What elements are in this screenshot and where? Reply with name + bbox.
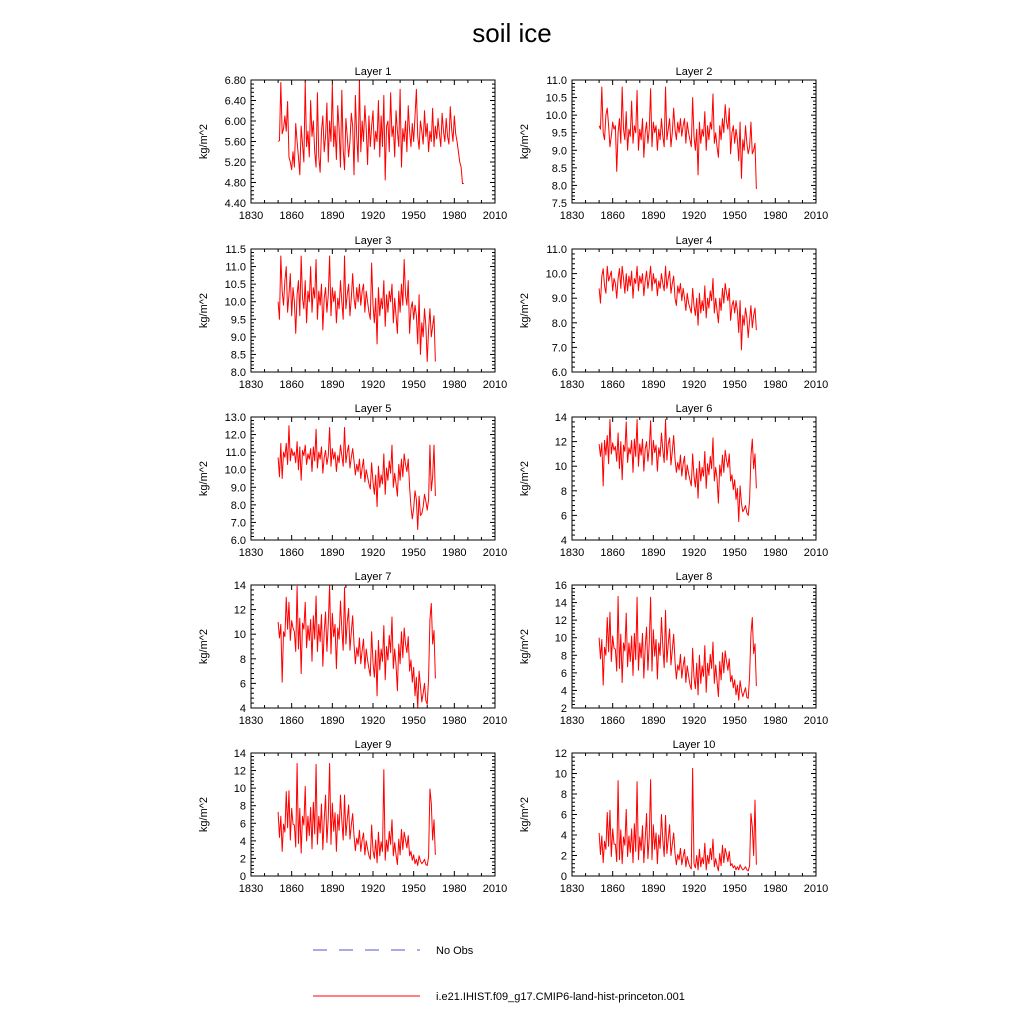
series-line bbox=[599, 768, 756, 871]
x-tick-label: 1980 bbox=[442, 715, 467, 727]
series-line bbox=[278, 256, 435, 361]
x-tick-label: 2010 bbox=[482, 883, 508, 895]
y-tick-label: 9.5 bbox=[551, 127, 567, 140]
x-tick-label: 1890 bbox=[641, 547, 666, 559]
x-tick-label: 1860 bbox=[279, 883, 304, 895]
y-tick-label: 0 bbox=[239, 871, 246, 883]
y-tick-label: 6 bbox=[560, 667, 567, 680]
x-tick-label: 1950 bbox=[722, 715, 747, 727]
y-tick-label: 14 bbox=[554, 597, 567, 610]
y-tick-label: 11.0 bbox=[546, 75, 567, 87]
x-tick-label: 1830 bbox=[238, 547, 264, 559]
panel-layer-3 bbox=[198, 235, 507, 391]
y-tick-label: 8.5 bbox=[230, 349, 246, 362]
panel-title: Layer 7 bbox=[354, 571, 392, 583]
x-tick-label: 1860 bbox=[279, 547, 304, 559]
y-tick-label: 10 bbox=[554, 768, 567, 781]
x-tick-label: 1890 bbox=[320, 379, 345, 391]
y-tick-label: 12 bbox=[554, 436, 567, 449]
y-tick-label: 6.0 bbox=[230, 535, 246, 547]
y-axis-label: kg/m^2 bbox=[198, 460, 210, 497]
x-tick-label: 1950 bbox=[722, 883, 747, 895]
y-tick-label: 2 bbox=[560, 850, 567, 863]
panel-title: Layer 9 bbox=[354, 739, 392, 751]
x-tick-label: 1980 bbox=[763, 547, 788, 559]
x-tick-label: 1950 bbox=[722, 210, 747, 222]
series-line bbox=[599, 266, 756, 350]
y-tick-label: 6 bbox=[239, 678, 246, 691]
x-tick-label: 1830 bbox=[559, 883, 585, 895]
y-axis-label: kg/m^2 bbox=[519, 796, 531, 833]
panel-title: Layer 4 bbox=[675, 235, 713, 247]
y-tick-label: 10.5 bbox=[224, 279, 246, 292]
x-tick-label: 1890 bbox=[320, 547, 345, 559]
panel-frame bbox=[251, 585, 495, 708]
panel-frame bbox=[251, 80, 495, 203]
x-tick-label: 1860 bbox=[600, 883, 625, 895]
y-tick-label: 12 bbox=[233, 604, 246, 617]
x-tick-label: 1830 bbox=[238, 715, 264, 727]
y-tick-label: 10.0 bbox=[224, 464, 246, 477]
y-tick-label: 9.0 bbox=[230, 331, 246, 344]
series-line bbox=[278, 585, 435, 708]
x-tick-label: 1980 bbox=[442, 379, 467, 391]
x-tick-label: 1950 bbox=[401, 210, 426, 222]
y-tick-label: 5.60 bbox=[224, 136, 246, 149]
y-tick-label: 6 bbox=[239, 818, 246, 831]
y-tick-label: 8.0 bbox=[230, 499, 246, 512]
series-line bbox=[599, 87, 756, 189]
panel-layer-2 bbox=[519, 66, 828, 222]
panel-title: Layer 2 bbox=[675, 66, 713, 78]
y-tick-label: 10.5 bbox=[545, 92, 567, 105]
y-tick-label: 13.0 bbox=[224, 412, 246, 424]
panel-title: Layer 1 bbox=[354, 66, 392, 78]
x-tick-label: 2010 bbox=[482, 547, 508, 559]
y-tick-label: 8 bbox=[560, 650, 567, 663]
x-tick-label: 1950 bbox=[722, 379, 747, 391]
x-tick-label: 1830 bbox=[238, 379, 264, 391]
panel-layer-10 bbox=[519, 739, 828, 895]
panel-title: Layer 6 bbox=[675, 403, 713, 415]
y-tick-label: 12 bbox=[233, 765, 246, 778]
series-line bbox=[278, 426, 435, 530]
panel-layer-9 bbox=[198, 739, 507, 895]
y-tick-label: 12 bbox=[554, 748, 567, 760]
y-tick-label: 7.5 bbox=[551, 198, 567, 210]
x-tick-label: 1920 bbox=[360, 883, 386, 895]
panel-layer-7 bbox=[198, 571, 507, 727]
y-tick-label: 10 bbox=[554, 632, 567, 645]
x-tick-label: 2010 bbox=[482, 379, 508, 391]
y-tick-label: 4.40 bbox=[224, 198, 246, 210]
y-tick-label: 5.20 bbox=[224, 157, 246, 169]
x-tick-label: 2010 bbox=[482, 715, 508, 727]
y-tick-label: 2 bbox=[560, 703, 567, 715]
panel-layer-4 bbox=[519, 235, 828, 391]
panel-title: Layer 8 bbox=[675, 571, 713, 583]
y-axis-label: kg/m^2 bbox=[519, 123, 531, 160]
x-tick-label: 1890 bbox=[641, 379, 666, 391]
y-axis-label: kg/m^2 bbox=[198, 292, 210, 329]
x-tick-label: 1920 bbox=[360, 210, 386, 222]
x-tick-label: 1950 bbox=[401, 379, 426, 391]
y-tick-label: 8.0 bbox=[551, 180, 567, 193]
panel-layer-6 bbox=[519, 403, 828, 559]
y-tick-label: 10.0 bbox=[224, 296, 246, 309]
x-tick-label: 1860 bbox=[279, 210, 304, 222]
y-tick-label: 12 bbox=[554, 615, 567, 628]
x-tick-label: 2010 bbox=[803, 210, 829, 222]
y-tick-label: 14 bbox=[554, 412, 567, 424]
legend-model-label: i.e21.IHIST.f09_g17.CMIP6-land-hist-princeton.001 bbox=[436, 991, 685, 1003]
y-tick-label: 8.5 bbox=[551, 162, 567, 175]
x-tick-label: 1980 bbox=[763, 715, 788, 727]
panel-layer-5 bbox=[198, 403, 507, 559]
x-tick-label: 1950 bbox=[401, 715, 426, 727]
y-tick-label: 8 bbox=[239, 653, 246, 666]
x-tick-label: 1920 bbox=[681, 883, 707, 895]
y-axis-label: kg/m^2 bbox=[198, 796, 210, 833]
y-tick-label: 2 bbox=[239, 853, 246, 866]
x-tick-label: 1890 bbox=[320, 210, 345, 222]
x-tick-label: 2010 bbox=[803, 547, 829, 559]
y-tick-label: 7.0 bbox=[230, 517, 246, 530]
x-tick-label: 1860 bbox=[600, 210, 625, 222]
y-axis-label: kg/m^2 bbox=[519, 292, 531, 329]
x-tick-label: 1920 bbox=[681, 547, 707, 559]
x-tick-label: 1830 bbox=[238, 210, 264, 222]
y-tick-label: 7.0 bbox=[551, 342, 567, 355]
y-tick-label: 8 bbox=[239, 800, 246, 813]
y-axis-label: kg/m^2 bbox=[198, 628, 210, 665]
y-tick-label: 6.40 bbox=[224, 95, 246, 108]
x-tick-label: 1860 bbox=[600, 379, 625, 391]
y-tick-label: 0 bbox=[560, 871, 567, 883]
panel-layer-8 bbox=[519, 571, 828, 727]
legend-obs-label: No Obs bbox=[436, 945, 474, 957]
y-tick-label: 14 bbox=[233, 580, 246, 592]
y-tick-label: 11.0 bbox=[225, 261, 246, 274]
y-tick-label: 8 bbox=[560, 789, 567, 801]
x-tick-label: 1830 bbox=[559, 210, 585, 222]
series-line bbox=[599, 596, 756, 700]
y-tick-label: 9.5 bbox=[230, 314, 246, 327]
x-tick-label: 2010 bbox=[803, 715, 829, 727]
x-tick-label: 1920 bbox=[360, 379, 386, 391]
panel-title: Layer 10 bbox=[672, 739, 716, 751]
panel-title: Layer 5 bbox=[354, 403, 392, 415]
y-tick-label: 4.80 bbox=[224, 177, 246, 190]
panel-title: Layer 3 bbox=[354, 235, 392, 247]
x-tick-label: 1980 bbox=[763, 883, 788, 895]
y-tick-label: 8 bbox=[560, 485, 567, 498]
y-tick-label: 4 bbox=[560, 830, 567, 842]
x-tick-label: 1980 bbox=[763, 210, 788, 222]
x-tick-label: 1860 bbox=[279, 715, 304, 727]
y-tick-label: 10 bbox=[233, 629, 246, 642]
x-tick-label: 1980 bbox=[442, 547, 467, 559]
x-tick-label: 1830 bbox=[559, 547, 585, 559]
panels bbox=[198, 66, 828, 895]
series-line bbox=[278, 764, 435, 866]
y-axis-label: kg/m^2 bbox=[519, 628, 531, 665]
y-tick-label: 6.80 bbox=[224, 75, 246, 87]
y-tick-label: 10.0 bbox=[545, 268, 567, 281]
y-tick-label: 16 bbox=[554, 580, 567, 592]
main-title: soil ice bbox=[472, 18, 552, 48]
panel-frame bbox=[572, 249, 816, 372]
panel-layer-1 bbox=[198, 66, 507, 222]
y-tick-label: 11.0 bbox=[225, 447, 246, 460]
y-tick-label: 8.0 bbox=[551, 317, 567, 330]
y-tick-label: 4 bbox=[239, 835, 246, 848]
y-tick-label: 8.0 bbox=[230, 367, 246, 379]
x-tick-label: 1920 bbox=[681, 715, 707, 727]
series-line bbox=[599, 419, 756, 521]
x-tick-label: 1890 bbox=[320, 715, 345, 727]
y-tick-label: 6 bbox=[560, 809, 567, 822]
x-tick-label: 1920 bbox=[681, 210, 707, 222]
y-tick-label: 4 bbox=[560, 535, 567, 547]
x-tick-label: 1950 bbox=[722, 547, 747, 559]
legend bbox=[313, 945, 685, 1003]
y-tick-label: 10 bbox=[233, 783, 246, 796]
x-tick-label: 1980 bbox=[763, 379, 788, 391]
x-tick-label: 2010 bbox=[803, 883, 829, 895]
y-tick-label: 4 bbox=[560, 685, 567, 698]
y-tick-label: 6.0 bbox=[551, 367, 567, 379]
x-tick-label: 2010 bbox=[803, 379, 829, 391]
y-tick-label: 11.0 bbox=[546, 244, 567, 256]
y-tick-label: 10 bbox=[554, 461, 567, 474]
x-tick-label: 1950 bbox=[401, 883, 426, 895]
x-tick-label: 1830 bbox=[559, 715, 585, 727]
x-tick-label: 1860 bbox=[600, 715, 625, 727]
x-tick-label: 1830 bbox=[238, 883, 264, 895]
x-tick-label: 1920 bbox=[360, 547, 386, 559]
y-tick-label: 9.0 bbox=[551, 145, 567, 158]
y-tick-label: 9.0 bbox=[551, 293, 567, 306]
x-tick-label: 1980 bbox=[442, 883, 467, 895]
x-tick-label: 1920 bbox=[360, 715, 386, 727]
y-tick-label: 6.00 bbox=[224, 116, 246, 128]
y-tick-label: 9.0 bbox=[230, 482, 246, 495]
series-line bbox=[278, 81, 464, 184]
x-tick-label: 1860 bbox=[279, 379, 304, 391]
x-tick-label: 1890 bbox=[320, 883, 345, 895]
x-tick-label: 1890 bbox=[641, 210, 666, 222]
x-tick-label: 1860 bbox=[600, 547, 625, 559]
x-tick-label: 1890 bbox=[641, 883, 666, 895]
y-axis-label: kg/m^2 bbox=[519, 460, 531, 497]
y-tick-label: 4 bbox=[239, 703, 246, 715]
y-axis-label: kg/m^2 bbox=[198, 123, 210, 160]
y-tick-label: 11.5 bbox=[225, 244, 246, 256]
x-tick-label: 1980 bbox=[442, 210, 467, 222]
x-tick-label: 1830 bbox=[559, 379, 585, 391]
x-tick-label: 1920 bbox=[681, 379, 707, 391]
x-tick-label: 1890 bbox=[641, 715, 666, 727]
y-tick-label: 12.0 bbox=[224, 429, 246, 442]
y-tick-label: 6 bbox=[560, 510, 567, 523]
panel-frame bbox=[572, 80, 816, 203]
y-tick-label: 14 bbox=[233, 748, 246, 760]
x-tick-label: 2010 bbox=[482, 210, 508, 222]
x-tick-label: 1950 bbox=[401, 547, 426, 559]
y-tick-label: 10.0 bbox=[545, 110, 567, 123]
